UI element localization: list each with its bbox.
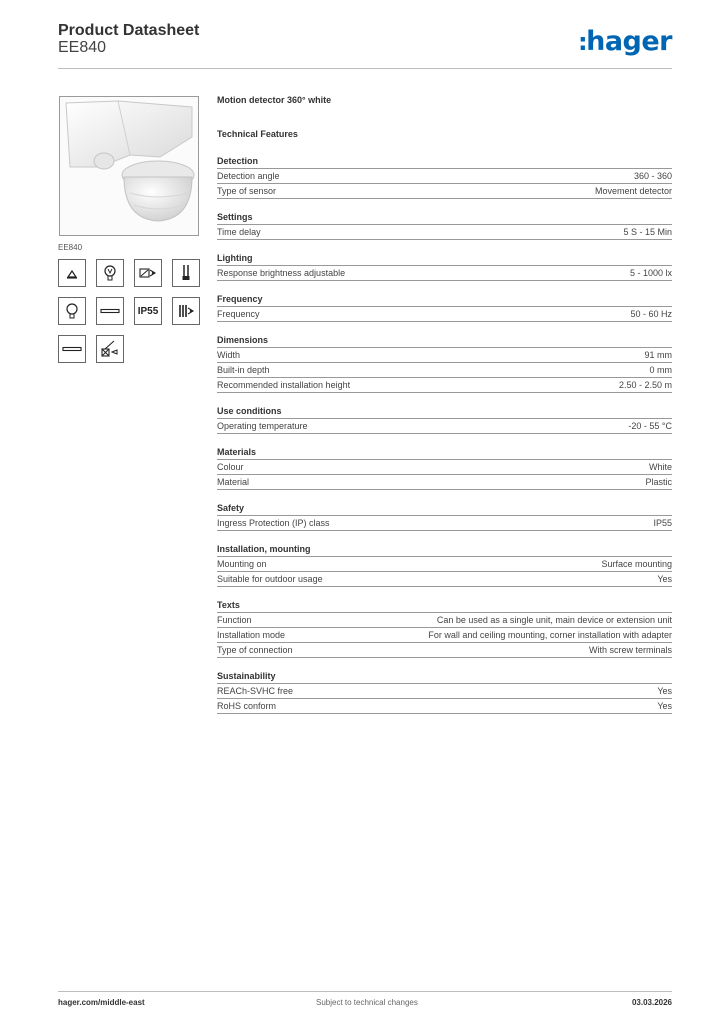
spec-row — [217, 348, 672, 363]
spec-value: Surface mounting — [601, 559, 672, 569]
spec-row — [217, 460, 672, 475]
spec-row — [217, 557, 672, 572]
spec-section — [217, 405, 672, 434]
section-title: Materials — [217, 446, 672, 460]
spec-row — [217, 516, 672, 531]
spec-label: Time delay — [217, 227, 261, 237]
fluorescent-lamp-icon — [172, 259, 200, 287]
section-title: Detection — [217, 155, 672, 169]
technical-features — [217, 95, 672, 714]
technical-features-title: Technical Features — [217, 129, 298, 139]
section-title: Lighting — [217, 252, 672, 266]
wall-mount-icon — [96, 335, 124, 363]
spec-value: Yes — [657, 574, 672, 584]
spec-label: Ingress Protection (IP) class — [217, 518, 330, 528]
spec-label: Built-in depth — [217, 365, 270, 375]
spec-value: 91 mm — [644, 350, 672, 360]
header-product-code: EE840 — [58, 39, 107, 56]
tube-lamp-icon — [96, 297, 124, 325]
spec-value: For wall and ceiling mounting, corner installation with adapter — [428, 630, 672, 640]
ip-rating-icon — [134, 297, 162, 325]
spec-value: Yes — [657, 686, 672, 696]
spec-section — [217, 334, 672, 393]
spec-row — [217, 225, 672, 240]
spec-section — [217, 543, 672, 587]
section-title: Use conditions — [217, 405, 672, 419]
incandescent-lamp-icon — [58, 297, 86, 325]
spec-row — [217, 266, 672, 281]
section-title: Frequency — [217, 293, 672, 307]
footer-divider — [58, 991, 672, 992]
product-image — [59, 96, 199, 236]
feature-sections — [217, 155, 672, 714]
logo-text: hager — [586, 26, 672, 57]
halogen-lamp-icon — [96, 259, 124, 287]
spec-section — [217, 446, 672, 490]
spec-row — [217, 307, 672, 322]
footer-date: 03.03.2026 — [631, 998, 672, 1007]
spec-value: 50 - 60 Hz — [630, 309, 672, 319]
spec-value: -20 - 55 °C — [628, 421, 672, 431]
spec-section — [217, 252, 672, 281]
image-product-code: EE840 — [58, 243, 83, 252]
led-driver-icon — [172, 297, 200, 325]
spec-row — [217, 475, 672, 490]
section-title: Settings — [217, 211, 672, 225]
spec-label: Width — [217, 350, 241, 360]
spec-value: With screw terminals — [588, 645, 672, 655]
spec-label: RoHS conform — [217, 701, 277, 711]
spec-section — [217, 155, 672, 199]
spec-value: 2.50 - 2.50 m — [618, 380, 672, 390]
spec-row — [217, 419, 672, 434]
footer-website: hager.com/middle-east — [58, 998, 145, 1007]
spec-label: REACh-SVHC free — [217, 686, 294, 696]
spec-label: Installation mode — [217, 630, 286, 640]
spec-value: 5 S - 15 Min — [623, 227, 672, 237]
transformer-lamp-icon — [134, 259, 162, 287]
spec-label: Detection angle — [217, 171, 280, 181]
spec-section — [217, 293, 672, 322]
spec-value: Yes — [657, 701, 672, 711]
spec-row — [217, 169, 672, 184]
section-title: Sustainability — [217, 670, 672, 684]
spec-label: Operating temperature — [217, 421, 308, 431]
section-title: Safety — [217, 502, 672, 516]
spec-row — [217, 378, 672, 393]
spec-label: Mounting on — [217, 559, 267, 569]
spec-label: Response brightness adjustable — [217, 268, 346, 278]
spec-label: Type of connection — [217, 645, 293, 655]
spec-section — [217, 670, 672, 714]
spec-label: Recommended installation height — [217, 380, 351, 390]
spec-row — [217, 643, 672, 658]
spec-row — [217, 572, 672, 587]
ip-rating-label: IP55 — [137, 305, 159, 317]
spec-row — [217, 363, 672, 378]
spec-value: White — [648, 462, 672, 472]
spec-value: Plastic — [645, 477, 672, 487]
spec-row — [217, 628, 672, 643]
spec-value: Movement detector — [594, 186, 672, 196]
product-title: Motion detector 360° white — [217, 95, 332, 105]
footer-notice: Subject to technical changes — [316, 998, 418, 1007]
spec-label: Material — [217, 477, 250, 487]
linear-lamp-icon — [58, 335, 86, 363]
section-title: Texts — [217, 599, 672, 613]
spec-label: Suitable for outdoor usage — [217, 574, 323, 584]
hager-logo: :hager — [577, 26, 672, 57]
spec-value: 360 - 360 — [633, 171, 672, 181]
section-title: Installation, mounting — [217, 543, 672, 557]
spec-row — [217, 613, 672, 628]
spec-label: Function — [217, 615, 252, 625]
section-title: Dimensions — [217, 334, 672, 348]
header-divider — [58, 68, 672, 69]
spec-label: Frequency — [217, 309, 260, 319]
spec-row — [217, 184, 672, 199]
spec-section — [217, 211, 672, 240]
page-title: Product Datasheet — [58, 22, 200, 39]
spec-section — [217, 502, 672, 531]
spec-value: Can be used as a single unit, main device or extension unit — [436, 615, 672, 625]
spec-row — [217, 699, 672, 714]
spec-label: Colour — [217, 462, 244, 472]
spec-value: 0 mm — [649, 365, 672, 375]
spec-row — [217, 684, 672, 699]
spec-value: 5 - 1000 lx — [629, 268, 672, 278]
spec-section — [217, 599, 672, 658]
spec-label: Type of sensor — [217, 186, 277, 196]
ceiling-mount-icon — [58, 259, 86, 287]
spec-value: IP55 — [653, 518, 672, 528]
